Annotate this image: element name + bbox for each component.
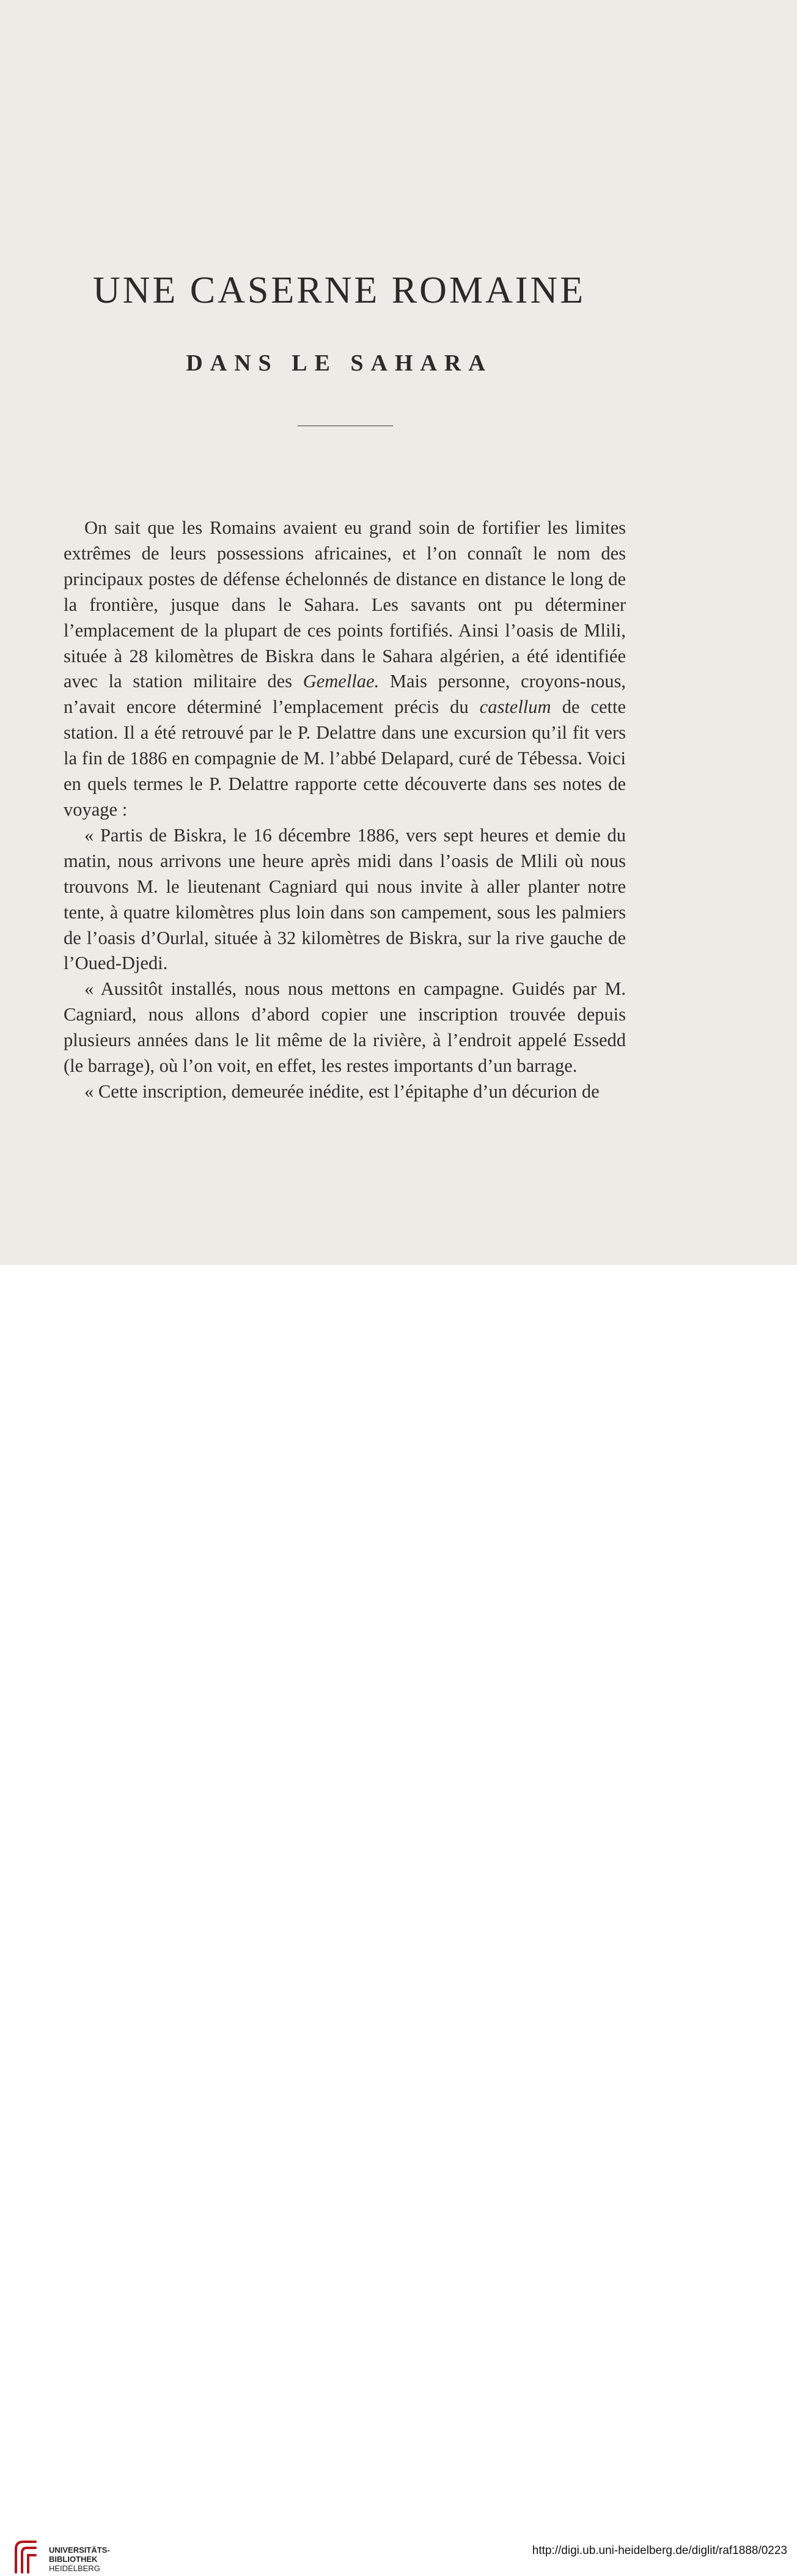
paragraph-1-part-2: Mais personne, croyons-nous, n’avait encore déterminé l’emplacement précis du <box>64 671 626 718</box>
page-subtitle: DANS LE SAHARA <box>186 350 493 376</box>
paragraph-1 <box>64 515 626 823</box>
library-name-line-2: BIBLIOTHEK <box>49 2555 98 2564</box>
emphasis-castellum: castellum <box>479 696 551 718</box>
paragraph-2: « Partis de Biskra, le 16 décembre 1886, vers sept heures et demie du matin, nous arrivons une heure après midi dans l’oasis de Mlili où nous trouvons M. le lieutenant Cagniard qui nous invite à aller planter notre tente, à quatre kilomètres plus loin dans son campement, sous les palmiers de l’oasis d’Ourlal, située à 32 kilomètres de Biskra, sur la rive gauche de l’Oued-Djedi. <box>64 824 626 974</box>
library-name-line-3: HEIDELBERG <box>49 2564 100 2573</box>
viewer-footer <box>0 1265 797 2573</box>
paragraph-1-part-3: de cette station. Il a été retrouvé par le P. Delattre dans une excursion qu’il fit vers la fin de 1886 en compagnie de M. l’abbé Delapard, curé de Tébessa. Voici en quels termes le P. Delattre rapporte cette découverte dans ses notes de voyage : <box>64 696 626 820</box>
library-name-line-1: UNIVERSITÄTS- <box>49 2545 110 2555</box>
paragraph-4: « Cette inscription, demeurée inédite, est l’épitaphe d’un décurion de <box>84 1080 600 1102</box>
article-body <box>64 515 626 1105</box>
library-name <box>49 2545 110 2573</box>
source-url-link[interactable]: http://digi.ub.uni-heidelberg.de/diglit/raf1888/0223 <box>532 2544 787 2557</box>
emphasis-gemellae: Gemellae. <box>303 671 380 692</box>
paragraph-1-part-1: On sait que les Romains avaient eu grand soin de fortifier les limites extrêmes de leurs possessions africaines, et l’on connaît le nom des principaux postes de défense échelonnés de distance en distance le long de la frontière, jusque dans le Sahara. Les savants ont pu déterminer l’emplacement de la plupart de ces points fortifiés. Ainsi l’oasis de Mlili, située à 28 kilomètres de Biskra dans le Sahara algérien, a été identifiée avec la station militaire des <box>64 517 626 692</box>
library-logo-icon <box>7 2536 42 2576</box>
scanned-page <box>0 0 797 1265</box>
paragraph-3: « Aussitôt installés, nous nous mettons en campagne. Guidés par M. Cagniard, nous allons d’abord copier une inscription trouvée depuis plusieurs années dans le lit même de la rivière, à l’endroit appelé Essedd (le barrage), où l’on voit, en effet, les restes importants d’un barrage. <box>64 978 626 1077</box>
page-title: UNE CASERNE ROMAINE <box>92 270 586 311</box>
